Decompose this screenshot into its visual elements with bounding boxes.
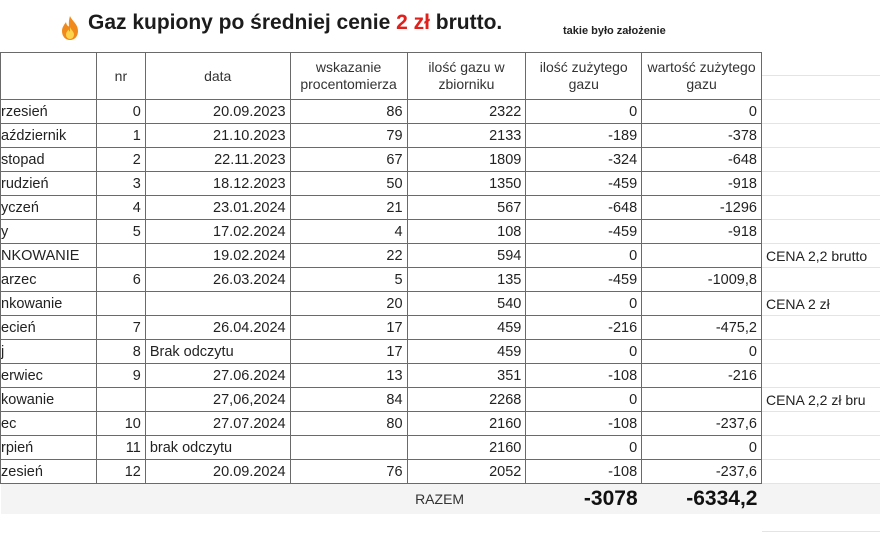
- cell-quantity[interactable]: 459: [407, 340, 526, 364]
- price-highlight: 2 zł: [396, 11, 430, 34]
- cell-value[interactable]: 0: [642, 340, 762, 364]
- cell-used[interactable]: 0: [526, 340, 642, 364]
- cell-used[interactable]: -324: [526, 148, 642, 172]
- cell-used[interactable]: -459: [526, 172, 642, 196]
- cell-value[interactable]: -237,6: [642, 412, 762, 436]
- cell-quantity[interactable]: 108: [407, 220, 526, 244]
- cell-quantity[interactable]: 2160: [407, 412, 526, 436]
- cell-quantity[interactable]: 135: [407, 268, 526, 292]
- cell-month[interactable]: rudzień: [1, 172, 97, 196]
- cell-quantity[interactable]: 540: [407, 292, 526, 316]
- cell-quantity[interactable]: 351: [407, 364, 526, 388]
- cell-percent[interactable]: 4: [290, 220, 407, 244]
- cell-quantity[interactable]: 2322: [407, 100, 526, 124]
- cell-percent[interactable]: 50: [290, 172, 407, 196]
- cell-date[interactable]: [145, 292, 290, 316]
- cell-quantity[interactable]: 567: [407, 196, 526, 220]
- cell-month[interactable]: NKOWANIE: [1, 244, 97, 268]
- cell-note: [761, 172, 879, 196]
- cell-percent[interactable]: 20: [290, 292, 407, 316]
- cell-date[interactable]: 21.10.2023: [145, 124, 290, 148]
- cell-date[interactable]: 27.07.2024: [145, 412, 290, 436]
- cell-used[interactable]: 0: [526, 388, 642, 412]
- cell-quantity[interactable]: 594: [407, 244, 526, 268]
- cell-quantity[interactable]: 2160: [407, 436, 526, 460]
- cell-nr[interactable]: [96, 244, 145, 268]
- total-value[interactable]: -6334,2: [642, 484, 762, 515]
- col-header-value[interactable]: wartość zużytego gazu: [642, 53, 762, 100]
- cell-nr[interactable]: 4: [96, 196, 145, 220]
- cell-note: [761, 460, 879, 484]
- table-row: [1, 244, 880, 268]
- cell-percent[interactable]: 80: [290, 412, 407, 436]
- total-spacer: [96, 484, 145, 515]
- cell-note: CENA 2,2 brutto: [765, 247, 868, 264]
- cell-nr[interactable]: 8: [96, 340, 145, 364]
- table-row: [1, 460, 880, 484]
- cell-date[interactable]: 20.09.2024: [145, 460, 290, 484]
- cell-note: [761, 148, 879, 172]
- cell-value[interactable]: 0: [642, 100, 762, 124]
- cell-note: [761, 268, 879, 292]
- cell-nr[interactable]: 6: [96, 268, 145, 292]
- cell-nr[interactable]: 12: [96, 460, 145, 484]
- cell-note: [761, 220, 879, 244]
- cell-used[interactable]: -459: [526, 220, 642, 244]
- cell-note: [761, 340, 879, 364]
- cell-quantity[interactable]: 2133: [407, 124, 526, 148]
- table-row: [1, 268, 880, 292]
- table-row: [1, 172, 880, 196]
- assumption-note: takie było założenie: [563, 25, 666, 37]
- cell-date[interactable]: Brak odczytu: [145, 340, 290, 364]
- col-header-date[interactable]: data: [145, 53, 290, 100]
- cell-used[interactable]: 0: [526, 292, 642, 316]
- cell-month[interactable]: kowanie: [1, 388, 97, 412]
- total-spacer: [761, 484, 879, 515]
- page-title: Gaz kupiony po średniej cenie 2 zł brutto.: [88, 11, 503, 34]
- table-row: [1, 292, 880, 316]
- cell-nr[interactable]: 9: [96, 364, 145, 388]
- total-row: [1, 484, 880, 515]
- cell-note: [761, 412, 879, 436]
- cell-note: [761, 196, 879, 220]
- cell-month[interactable]: ec: [1, 412, 97, 436]
- total-spacer: [1, 484, 97, 515]
- col-header-month[interactable]: [1, 53, 97, 100]
- cell-nr[interactable]: 10: [96, 412, 145, 436]
- cell-percent[interactable]: 21: [290, 196, 407, 220]
- cell-nr[interactable]: 2: [96, 148, 145, 172]
- cell-value[interactable]: -1009,8: [642, 268, 762, 292]
- cell-used[interactable]: -216: [526, 316, 642, 340]
- table-row: [1, 388, 880, 412]
- cell-nr[interactable]: 7: [96, 316, 145, 340]
- cell-quantity[interactable]: 1809: [407, 148, 526, 172]
- cell-month[interactable]: aździernik: [1, 124, 97, 148]
- cell-percent[interactable]: 5: [290, 268, 407, 292]
- cell-date[interactable]: brak odczytu: [145, 436, 290, 460]
- cell-date[interactable]: 26.04.2024: [145, 316, 290, 340]
- cell-nr[interactable]: 3: [96, 172, 145, 196]
- table-row: [1, 436, 880, 460]
- cell-quantity[interactable]: 2268: [407, 388, 526, 412]
- cell-used[interactable]: -108: [526, 364, 642, 388]
- cell-value[interactable]: -378: [642, 124, 762, 148]
- cell-value[interactable]: -237,6: [642, 460, 762, 484]
- total-used[interactable]: -3078: [526, 484, 642, 515]
- cell-date[interactable]: 23.01.2024: [145, 196, 290, 220]
- col-header-percent[interactable]: wskazanie procentomierza: [290, 53, 407, 100]
- total-label[interactable]: RAZEM: [407, 484, 526, 515]
- cell-used[interactable]: 0: [526, 100, 642, 124]
- cell-month[interactable]: zesień: [1, 460, 97, 484]
- cell-nr[interactable]: 5: [96, 220, 145, 244]
- table-row: [1, 412, 880, 436]
- cell-used[interactable]: -459: [526, 268, 642, 292]
- cell-month[interactable]: nkowanie: [1, 292, 97, 316]
- cell-percent[interactable]: 22: [290, 244, 407, 268]
- cell-nr[interactable]: 0: [96, 100, 145, 124]
- table-row: [1, 100, 880, 124]
- cell-used[interactable]: 0: [526, 436, 642, 460]
- cell-nr[interactable]: [96, 292, 145, 316]
- cell-percent[interactable]: 13: [290, 364, 407, 388]
- cell-used[interactable]: -189: [526, 124, 642, 148]
- cell-percent[interactable]: 86: [290, 100, 407, 124]
- cell-used[interactable]: -648: [526, 196, 642, 220]
- cell-percent[interactable]: 67: [290, 148, 407, 172]
- note-column-header: [761, 53, 879, 100]
- table-row: [1, 124, 880, 148]
- cell-note: CENA 2 zł: [765, 295, 830, 312]
- cell-date[interactable]: 19.02.2024: [145, 244, 290, 268]
- cell-month[interactable]: y: [1, 220, 97, 244]
- cell-quantity[interactable]: 459: [407, 316, 526, 340]
- total-spacer: [290, 484, 407, 515]
- table-header-row: [1, 53, 880, 100]
- cell-date[interactable]: 22.11.2023: [145, 148, 290, 172]
- total-spacer: [145, 484, 290, 515]
- cell-value[interactable]: [642, 388, 762, 412]
- cell-percent[interactable]: 76: [290, 460, 407, 484]
- table-row: [1, 340, 880, 364]
- cell-note: CENA 2,2 zł bru: [765, 391, 866, 408]
- col-header-nr[interactable]: nr: [96, 53, 145, 100]
- cell-month[interactable]: arzec: [1, 268, 97, 292]
- col-header-quantity[interactable]: ilość gazu w zbiorniku: [407, 53, 526, 100]
- cell-value[interactable]: -918: [642, 220, 762, 244]
- cell-value[interactable]: [642, 292, 762, 316]
- gas-usage-table: [0, 52, 880, 514]
- cell-value[interactable]: -475,2: [642, 316, 762, 340]
- cell-month[interactable]: ecień: [1, 316, 97, 340]
- cell-nr[interactable]: 1: [96, 124, 145, 148]
- cell-month[interactable]: rpień: [1, 436, 97, 460]
- table-row: [1, 148, 880, 172]
- cell-nr[interactable]: 11: [96, 436, 145, 460]
- cell-date[interactable]: 26.03.2024: [145, 268, 290, 292]
- cell-value[interactable]: 0: [642, 436, 762, 460]
- cell-used[interactable]: 0: [526, 244, 642, 268]
- cell-date[interactable]: 18.12.2023: [145, 172, 290, 196]
- cell-month[interactable]: j: [1, 340, 97, 364]
- cell-date[interactable]: 27.06.2024: [145, 364, 290, 388]
- cell-nr[interactable]: [96, 388, 145, 412]
- cell-percent[interactable]: 17: [290, 340, 407, 364]
- cell-month[interactable]: rzesień: [1, 100, 97, 124]
- title-row: [0, 0, 762, 53]
- cell-note: [761, 364, 879, 388]
- cell-value[interactable]: -648: [642, 148, 762, 172]
- cell-date[interactable]: 17.02.2024: [145, 220, 290, 244]
- cell-percent[interactable]: 79: [290, 124, 407, 148]
- cell-value[interactable]: -1296: [642, 196, 762, 220]
- cell-month[interactable]: yczeń: [1, 196, 97, 220]
- table-row: [1, 220, 880, 244]
- cell-date[interactable]: 27,06,2024: [145, 388, 290, 412]
- flame-icon: [58, 15, 82, 41]
- cell-percent[interactable]: 17: [290, 316, 407, 340]
- cell-date[interactable]: 20.09.2023: [145, 100, 290, 124]
- cell-note: [761, 124, 879, 148]
- cell-note: [761, 316, 879, 340]
- cell-percent[interactable]: 84: [290, 388, 407, 412]
- table-row: [1, 364, 880, 388]
- cell-value[interactable]: -216: [642, 364, 762, 388]
- cell-month[interactable]: stopad: [1, 148, 97, 172]
- cell-quantity[interactable]: 1350: [407, 172, 526, 196]
- table-row: [1, 316, 880, 340]
- col-header-used[interactable]: ilość zużytego gazu: [526, 53, 642, 100]
- cell-value[interactable]: [642, 244, 762, 268]
- cell-used[interactable]: -108: [526, 460, 642, 484]
- cell-note: [761, 436, 879, 460]
- table-row: [1, 196, 880, 220]
- cell-quantity[interactable]: 2052: [407, 460, 526, 484]
- cell-note: [761, 100, 879, 124]
- cell-used[interactable]: -108: [526, 412, 642, 436]
- cell-value[interactable]: -918: [642, 172, 762, 196]
- cell-percent[interactable]: [290, 436, 407, 460]
- cell-month[interactable]: erwiec: [1, 364, 97, 388]
